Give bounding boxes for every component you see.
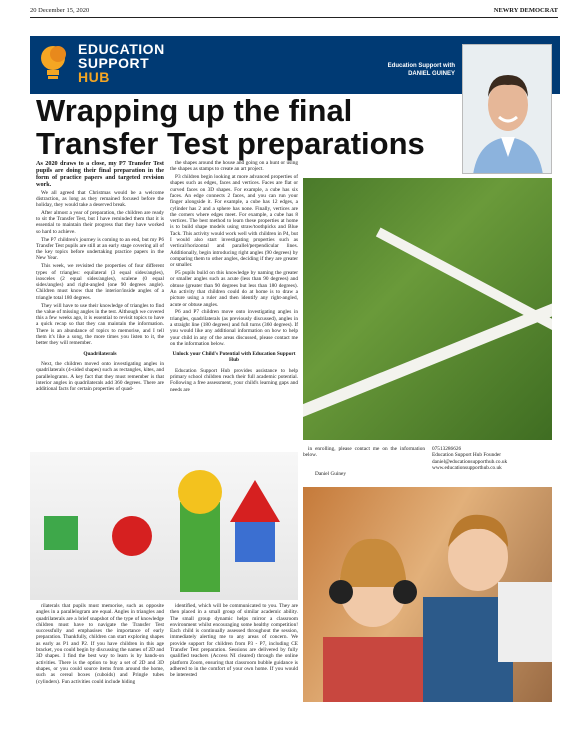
subheading-unlock: Unlock your Child's Potential with Education Support Hub <box>172 351 296 364</box>
portrait-illustration <box>463 45 552 174</box>
paragraph: P3 children begin looking at more advanced properties of shapes such as edges, faces and vertices. Faces are flat or curved faces on 3D shapes. For example, a cube has six faces. An edge connects 2 faces, and you can run your finger alongside it. For example, a cube has 12 edges, a cylinder has 2 and a sphere has none. Finally, vertices are the corners where edges meet. For example, a cube has 8 vertices. The best method to learn these properties at home is to build shape models using straw/toothpicks and Blue Tack. This activity would work well with children in P4, but I would also start investigating properties such as vertical/horizontal and parallel/perpendicular lines. Additionally, begin introducing right angles (90 degrees) by comparing them to other angles, deciding if they are greater or smaller. <box>170 174 298 269</box>
brand-logo <box>78 42 165 84</box>
paragraph: rilaterals that pupils must memorise, such as opposite angles in a parallelogram are equal. Angles in triangles and quadrilaterals are a brief snapshot of the type of knowledge children must have to navigate the Transfer Test successfully and emphasises the importance of early preparation. Thankfully, children can start exploring shapes as early as P1 and P2. If you have children in this age bracket, you could begin by discussing the names of 2D and 3D shapes. I find the best way to learn is by hands-on activities. There is the option to buy a set of 2D and 3D shapes, or you could source items from around the home, such as cereal boxes (cuboids) and Pringle tubes (cylinders). Fun activities could include hiding <box>36 603 164 685</box>
paragraph: the shapes around the house and going on a hunt or using the shapes as stamps to create an art project. <box>170 160 298 173</box>
paragraph: P5 pupils build on this knowledge by naming the greater or smaller angles such as acute (less than 90 degrees) and obtuse (greater than 90 degrees but less than 180 degrees). An activity that children could do at home is to draw a picture using a ruler and then identify any right-angled, acute or obtuse angles. <box>170 270 298 308</box>
paragraph: We all agreed that Christmas would be a welcome distraction, as long as they remained focused before the holiday, they would take a deserved break. <box>36 189 164 209</box>
paragraph: After almost a year of preparation, the children are ready to sit the Transfer Test, but I have reminded them that it is essential to maintain their progress that they have worked so hard to achieve. <box>36 209 164 235</box>
shape-blocks-illustration <box>30 452 298 600</box>
contact-role: Education Support Hub Founder <box>432 452 501 459</box>
masthead <box>30 4 558 18</box>
issue-date: 20 December 15, 2020 <box>30 7 90 14</box>
tagline-author: DANIEL GUINEY <box>408 71 455 77</box>
paragraph: identified, which will be communicated to you. They are then placed in a small group of similar academic ability. The small group dynamic helps mirror a classroom environment whilst encouraging some healthy competition! Each child is continually assessed throughout the session, immediately alerting me to any areas of concern. We provide support for children from P3 - P7, including CE Transfer Test preparation. Sessions are delivered by fully qualified teachers (Access NI cleared) through the online platform Zoom, ensuring that classroom bubble guidance is adhered to in the comfort of your own home. If you would be interested <box>170 603 298 679</box>
signature-name: Daniel Guiney <box>315 471 347 477</box>
contact-email: daniel@educationsupporthub.co.uk <box>432 458 508 465</box>
author-portrait <box>462 44 552 174</box>
lead-paragraph: As 2020 draws to a close, my P7 Transfer Test pupils are doing their final preparation in the form of practice papers and targeted revision work. <box>36 160 164 188</box>
headline: Wrapping up the final Transfer Test preparations <box>36 93 425 161</box>
paragraph: Next, the children moved onto investigating angles in quadrilaterals (4-sided shapes) such as rectangles, kites, and parallelograms. A key fact that they must remember is that interior angles in quadrilaterals add 360 degrees. There are additional facts for certain properties of quad- <box>36 360 164 393</box>
paragraph: They will have to use their knowledge of triangles to find the value of missing angles in the test. Although we covered this a few weeks ago, it is essential to revisit topics to have a quick recap so that they can maintain the information. There is an abundance of topics to memorise, and I tell them it's like a song, the more times you listen to it, the better they will remember. <box>36 302 164 347</box>
paragraph: The P7 children's journey is coming to an end, but my P6 Transfer Test pupils are still at an early stage covering all of the key topics before undertaking practice papers in the New Year. <box>36 236 164 262</box>
column-2-continued <box>170 603 298 680</box>
column-1-continued <box>36 603 164 686</box>
toy-shapes-photo <box>30 452 298 600</box>
subheading-quadrilaterals: Quadrilaterals <box>83 350 117 357</box>
contact-website: www.educationsupporthub.co.uk <box>432 464 502 471</box>
contact-phone: 07513286626 <box>432 446 462 452</box>
children-laptop-photo <box>303 487 552 702</box>
paragraph: This week, we revisited the properties of four different types of triangles: equilateral (3 equal sides/angles), isosceles (2 equal sides/angles), scalene (0 equal sides/angles) and right-angled (one 90 degrees angle). Children must know that the interior/inside angles of a triangle total 180 degrees. <box>36 263 164 301</box>
logo-line-2: SUPPORT <box>78 55 150 71</box>
logo-line-3: HUB <box>78 69 110 85</box>
paper-name: NEWRY DEMOCRAT <box>493 7 558 14</box>
paragraph: in enrolling, please contact me on the information below. <box>303 446 425 459</box>
column-1 <box>36 160 164 394</box>
contact-block <box>432 446 557 471</box>
logo-line-1: EDUCATION <box>78 41 165 57</box>
column-2 <box>170 160 298 394</box>
tagline-line-1: Education Support with <box>387 63 455 69</box>
children-illustration <box>303 487 552 702</box>
paragraph: Education Support Hub provides assistance to help primary school children reach their full academic potential. Following a free assessment, your child's learning gaps and needs are <box>170 367 298 393</box>
paragraph: P6 and P7 children move onto investigating angles in triangles, quadrilaterals (as previously discussed), angles in a straight line (180 degrees) and full turns (360 degrees). If you would like any additional information on how to help your child in any of the areas discussed, please contact me on the information below. <box>170 309 298 347</box>
lightbulb-logo-icon <box>36 42 74 86</box>
column-tagline <box>388 62 455 78</box>
column-3 <box>303 446 425 460</box>
sports-field-photo <box>303 178 552 440</box>
